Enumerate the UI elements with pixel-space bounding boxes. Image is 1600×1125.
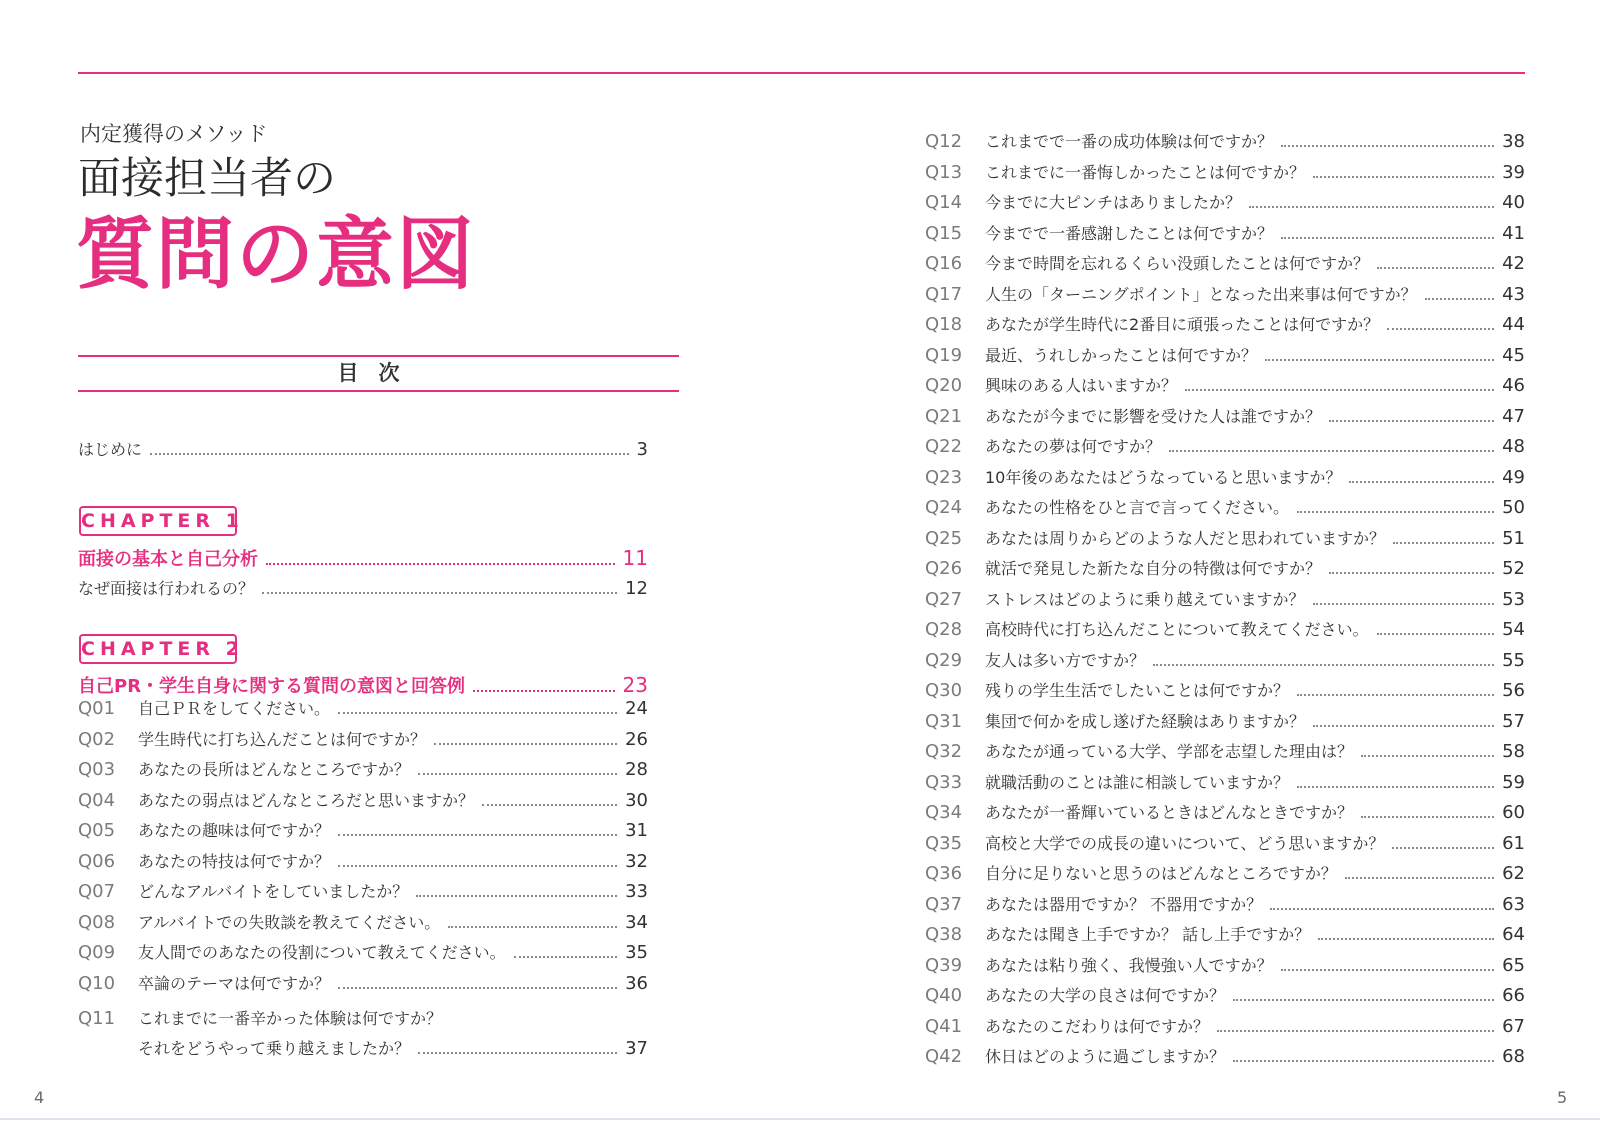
question-number: Q08 — [78, 911, 116, 933]
toc-entry-page: 44 — [1502, 314, 1525, 335]
toc-entry-q24[interactable] — [925, 495, 1525, 518]
dot-leader — [1297, 786, 1494, 788]
dot-leader — [1345, 877, 1494, 879]
toc-entry-q11-line2[interactable] — [78, 1036, 648, 1059]
toc-entry-page: 43 — [1502, 283, 1525, 305]
dot-leader — [150, 453, 629, 455]
toc-entry-label: あなたの性格をひと言で言ってください。 — [985, 498, 1290, 517]
dot-leader — [1377, 633, 1494, 635]
toc-entry-q12[interactable] — [925, 129, 1525, 152]
toc-entry-label: 就職活動のことは誰に相談していますか？ — [985, 772, 1290, 792]
chapter-1-title-entry[interactable] — [78, 545, 648, 571]
toc-entry-q22[interactable] — [925, 434, 1525, 457]
dot-leader — [1392, 847, 1494, 849]
dot-leader — [1361, 755, 1494, 757]
toc-entry-q42[interactable] — [925, 1044, 1525, 1067]
toc-entry-page: 33 — [625, 881, 648, 902]
toc-entry-q37[interactable] — [925, 892, 1525, 915]
dot-leader — [1297, 511, 1494, 513]
dot-leader — [482, 804, 617, 806]
question-number: Q17 — [925, 283, 963, 305]
toc-entry-page: 65 — [1502, 954, 1525, 976]
toc-entry-label: アルバイトでの失敗談を教えてください。 — [138, 912, 441, 932]
toc-entry-q08[interactable] — [78, 910, 648, 933]
toc-entry-label: 今までで一番感謝したことは何ですか？ — [985, 223, 1274, 243]
toc-entry-page: 59 — [1502, 771, 1525, 793]
toc-entry-q25[interactable] — [925, 526, 1525, 549]
toc-entry-page: 3 — [636, 439, 648, 460]
toc-entry-q34[interactable] — [925, 800, 1525, 823]
question-number: Q26 — [925, 558, 963, 579]
dot-leader — [1387, 328, 1494, 330]
dot-leader — [1329, 572, 1494, 574]
toc-entry-q23[interactable] — [925, 465, 1525, 488]
chapter-page: 11 — [622, 546, 648, 570]
question-number: Q28 — [925, 619, 963, 640]
toc-entry-page: 45 — [1502, 344, 1525, 366]
question-number: Q16 — [925, 253, 963, 274]
toc-entry-q33[interactable] — [925, 770, 1525, 793]
toc-entry-q21[interactable] — [925, 404, 1525, 427]
dot-leader — [262, 592, 617, 594]
toc-entry-page: 32 — [625, 850, 648, 872]
toc-entry-label: これまでに一番辛かった体験は何ですか？ — [138, 1009, 443, 1028]
question-number: Q38 — [925, 924, 963, 945]
toc-entry-page: 52 — [1502, 558, 1525, 579]
book-title-line1: 面接担当者の — [78, 154, 336, 204]
toc-entry-q40[interactable] — [925, 983, 1525, 1006]
toc-entry-label: 学生時代に打ち込んだことは何ですか？ — [138, 729, 427, 749]
toc-entry-page: 40 — [1502, 192, 1525, 213]
page-bottom-edge — [0, 1118, 1600, 1120]
dot-leader — [338, 865, 617, 867]
toc-heading: 目次 — [78, 355, 679, 392]
question-number: Q31 — [925, 710, 963, 732]
toc-entry-page: 62 — [1502, 863, 1525, 884]
dot-leader — [1329, 420, 1494, 422]
toc-entry-q39[interactable] — [925, 953, 1525, 976]
toc-entry-page: 34 — [625, 911, 648, 933]
toc-entry-q09[interactable] — [78, 940, 648, 963]
question-number: Q29 — [925, 649, 963, 671]
question-number: Q18 — [925, 314, 963, 335]
dot-leader — [416, 895, 617, 897]
toc-entry-page: 67 — [1502, 1015, 1525, 1037]
toc-entry-q02[interactable] — [78, 727, 648, 750]
chapter-1-badge — [79, 506, 244, 536]
dot-leader — [473, 690, 614, 692]
question-number: Q13 — [925, 161, 963, 183]
toc-entry-q16[interactable] — [925, 251, 1525, 274]
question-number: Q02 — [78, 728, 116, 750]
dot-leader — [338, 712, 617, 714]
toc-entry-q14[interactable] — [925, 190, 1525, 213]
toc-entry-page: 47 — [1502, 405, 1525, 427]
question-number: Q24 — [925, 497, 963, 518]
toc-entry-q10[interactable] — [78, 971, 648, 994]
dot-leader — [1281, 145, 1494, 147]
toc-entry-page: 37 — [625, 1038, 648, 1059]
toc-entry-label: 集団で何かを成し遂げた経験はありますか？ — [985, 711, 1306, 731]
dot-leader — [418, 773, 617, 775]
chapter-title: 面接の基本と自己分析 — [78, 549, 258, 570]
toc-entry-label: あなたの大学の良さは何ですか？ — [985, 986, 1226, 1005]
page-number-right: 5 — [1557, 1088, 1568, 1107]
question-number: Q07 — [78, 881, 116, 902]
toc-entry-page: 38 — [1502, 131, 1525, 152]
question-number: Q41 — [925, 1015, 963, 1037]
toc-entry-label: はじめに — [78, 440, 143, 459]
chapter-2-badge — [79, 634, 244, 664]
toc-entry-label: あなたの弱点はどんなところだと思いますか？ — [138, 790, 475, 810]
toc-entry-label: あなたは粘り強く、我慢強い人ですか？ — [985, 955, 1273, 975]
toc-entry-label: 自分に足りないと思うのはどんなところですか？ — [985, 864, 1337, 883]
question-number: Q27 — [925, 588, 963, 610]
toc-entry-label: 人生の「ターニングポイント」となった出来事は何ですか？ — [985, 284, 1417, 304]
question-number: Q14 — [925, 192, 963, 213]
toc-entry-label: あなたの夢は何ですか？ — [985, 437, 1162, 456]
question-number: Q11 — [78, 1008, 116, 1029]
dot-leader — [1233, 999, 1494, 1001]
question-number: Q06 — [78, 850, 116, 872]
toc-entry-page: 61 — [1502, 832, 1525, 854]
dot-leader — [1393, 542, 1494, 544]
question-number: Q32 — [925, 741, 963, 762]
chapter-badge-word: CHAPTER — [81, 638, 216, 660]
question-number: Q15 — [925, 222, 963, 244]
toc-entry-label: 興味のある人はいますか？ — [985, 376, 1178, 395]
dot-leader — [266, 563, 615, 565]
toc-entry-q32[interactable] — [925, 739, 1525, 762]
toc-entry-label: これまでに一番悔しかったことは何ですか？ — [985, 162, 1306, 182]
dot-leader — [514, 956, 617, 958]
dot-leader — [1185, 389, 1494, 391]
question-number: Q40 — [925, 985, 963, 1006]
toc-entry-label: 今まで時間を忘れるくらい没頭したことは何ですか？ — [985, 254, 1370, 273]
toc-entry-label: それをどうやって乗り越えましたか？ — [138, 1039, 411, 1058]
dot-leader — [1281, 237, 1494, 239]
toc-entry-q28[interactable] — [925, 617, 1525, 640]
toc-entry-intro[interactable] — [78, 437, 648, 460]
dot-leader — [1297, 694, 1494, 696]
page-number-left: 4 — [34, 1088, 45, 1107]
toc-entry-page: 24 — [625, 698, 648, 719]
toc-entry-q17[interactable] — [925, 282, 1525, 305]
question-number: Q04 — [78, 789, 116, 811]
dot-leader — [1270, 908, 1494, 910]
dot-leader — [448, 926, 617, 928]
toc-entry-q26[interactable] — [925, 556, 1525, 579]
toc-entry-label: あなたの長所はどんなところですか？ — [138, 760, 410, 779]
toc-entry-q11-line1[interactable] — [78, 1006, 648, 1029]
toc-entry-q15[interactable] — [925, 221, 1525, 244]
toc-entry-page: 66 — [1502, 985, 1525, 1006]
toc-entry-q06[interactable] — [78, 849, 648, 872]
toc-entry-label: これまでで一番の成功体験は何ですか？ — [985, 132, 1274, 151]
dot-leader — [1377, 267, 1494, 269]
chapter-page: 23 — [622, 673, 648, 697]
toc-entry-label: あなたのこだわりは何ですか？ — [985, 1016, 1210, 1036]
dot-leader — [1169, 450, 1494, 452]
dot-leader — [1265, 359, 1494, 361]
toc-entry-page: 60 — [1502, 802, 1525, 823]
question-number: Q37 — [925, 893, 963, 915]
toc-entry-label: あなたが今までに影響を受けた人は誰ですか？ — [985, 406, 1322, 426]
chapter-title: 自己PR・学生自身に関する質問の意図と回答例 — [78, 676, 466, 697]
dot-leader — [1313, 176, 1494, 178]
toc-entry-label: なぜ面接は行われるの？ — [78, 579, 255, 598]
toc-entry-label: 残りの学生生活でしたいことは何ですか？ — [985, 681, 1290, 700]
toc-entry-page: 63 — [1502, 893, 1525, 915]
toc-entry-page: 31 — [625, 820, 648, 841]
chapter-badge-number: 1 — [225, 510, 244, 532]
toc-entry-page: 49 — [1502, 466, 1525, 488]
toc-entry-q38[interactable] — [925, 922, 1525, 945]
toc-entry-page: 55 — [1502, 649, 1525, 671]
toc-entry-label: 高校時代に打ち込んだことについて教えてください。 — [985, 620, 1369, 639]
toc-entry-page: 57 — [1502, 710, 1525, 732]
toc-entry-label: あなたが通っている大学、学部を志望した理由は？ — [985, 742, 1354, 761]
dot-leader — [1313, 603, 1495, 605]
question-number: Q30 — [925, 680, 963, 701]
question-number: Q03 — [78, 759, 116, 780]
toc-entry-label: 自己ＰＲをしてください。 — [138, 699, 331, 718]
toc-entry-q31[interactable] — [925, 709, 1525, 732]
toc-entry-page: 68 — [1502, 1046, 1525, 1067]
question-number: Q01 — [78, 698, 116, 719]
toc-entry-label: 就活で発見した新たな自分の特徴は何ですか？ — [985, 559, 1322, 578]
toc-entry-q13[interactable] — [925, 160, 1525, 183]
dot-leader — [434, 743, 617, 745]
dot-leader — [1361, 816, 1494, 818]
toc-entry-page: 26 — [625, 728, 648, 750]
toc-entry-q36[interactable] — [925, 861, 1525, 884]
book-subtitle: 内定獲得のメソッド — [80, 122, 268, 146]
toc-entry-q41[interactable] — [925, 1014, 1525, 1037]
question-number: Q33 — [925, 771, 963, 793]
question-number: Q05 — [78, 820, 116, 841]
toc-entry-q30[interactable] — [925, 678, 1525, 701]
toc-entry-label: 友人は多い方ですか？ — [985, 650, 1146, 670]
toc-entry-page: 46 — [1502, 375, 1525, 396]
toc-entry-page: 41 — [1502, 222, 1525, 244]
chapter-badge-word: CHAPTER — [81, 510, 216, 532]
toc-entry-q03[interactable] — [78, 757, 648, 780]
toc-entry-label: あなたは器用ですか？ 不器用ですか？ — [985, 894, 1263, 914]
toc-entry-q05[interactable] — [78, 818, 648, 841]
toc-entry-label: どんなアルバイトをしていましたか？ — [138, 882, 409, 901]
toc-entry-q04[interactable] — [78, 788, 648, 811]
toc-entry-label: 卒論のテーマは何ですか？ — [138, 973, 331, 993]
dot-leader — [1313, 725, 1494, 727]
top-rule — [78, 72, 1525, 74]
dot-leader — [1249, 206, 1494, 208]
toc-entry-label: 友人間でのあなたの役割について教えてください。 — [138, 943, 506, 962]
toc-entry-page: 28 — [625, 759, 648, 780]
toc-entry-page: 12 — [625, 578, 648, 599]
toc-entry-label: あなたの特技は何ですか？ — [138, 851, 331, 871]
toc-entry-label: ストレスはどのように乗り越えていますか？ — [985, 589, 1305, 609]
toc-entry-label: 休日はどのように過ごしますか？ — [985, 1047, 1226, 1066]
dot-leader — [1217, 1030, 1494, 1032]
toc-entry-page: 30 — [625, 789, 648, 811]
toc-entry-page: 51 — [1502, 527, 1525, 549]
chapter-badge-number: 2 — [225, 638, 244, 660]
question-number: Q09 — [78, 942, 116, 963]
toc-entry-label: あなたが一番輝いているときはどんなときですか？ — [985, 803, 1354, 822]
toc-entry-page: 42 — [1502, 253, 1525, 274]
question-number: Q12 — [925, 131, 963, 152]
toc-entry-label: あなたは聞き上手ですか？ 話し上手ですか？ — [985, 925, 1311, 944]
question-number: Q39 — [925, 954, 963, 976]
toc-entry-page: 56 — [1502, 680, 1525, 701]
toc-entry-q18[interactable] — [925, 312, 1525, 335]
dot-leader — [1233, 1060, 1494, 1062]
toc-entry-q01[interactable] — [78, 696, 648, 719]
toc-entry-page: 58 — [1502, 741, 1525, 762]
question-number: Q25 — [925, 527, 963, 549]
toc-entry-page: 48 — [1502, 436, 1525, 457]
toc-entry-why-interview[interactable] — [78, 576, 648, 599]
toc-entry-q29[interactable] — [925, 648, 1525, 671]
toc-entry-label: あなたは周りからどのような人だと思われていますか？ — [985, 528, 1386, 548]
question-number: Q19 — [925, 344, 963, 366]
toc-entry-page: 39 — [1502, 161, 1525, 183]
toc-entry-q27[interactable] — [925, 587, 1525, 610]
dot-leader — [1153, 664, 1494, 666]
dot-leader — [418, 1052, 617, 1054]
toc-entry-q35[interactable] — [925, 831, 1525, 854]
book-title-line2: 質問の意図 — [76, 210, 477, 300]
question-number: Q36 — [925, 863, 963, 884]
toc-entry-label: 高校と大学での成長の違いについて、どう思いますか？ — [985, 833, 1385, 853]
question-number: Q20 — [925, 375, 963, 396]
toc-entry-q07[interactable] — [78, 879, 648, 902]
dot-leader — [338, 987, 617, 989]
dot-leader — [1281, 969, 1494, 971]
toc-entry-label: 10年後のあなたはどうなっていると思いますか？ — [985, 467, 1342, 487]
toc-entry-label: あなたが学生時代に2番目に頑張ったことは何ですか？ — [985, 315, 1380, 334]
toc-entry-label: あなたの趣味は何ですか？ — [138, 821, 331, 840]
toc-entry-page: 53 — [1502, 588, 1525, 610]
question-number: Q10 — [78, 972, 116, 994]
dot-leader — [1318, 938, 1494, 940]
toc-entry-page: 54 — [1502, 619, 1525, 640]
toc-entry-page: 50 — [1502, 497, 1525, 518]
chapter-2-title-entry[interactable] — [78, 672, 648, 698]
toc-entry-page: 36 — [625, 972, 648, 994]
question-number: Q23 — [925, 466, 963, 488]
dot-leader — [338, 834, 617, 836]
dot-leader — [1349, 481, 1494, 483]
toc-entry-q19[interactable] — [925, 343, 1525, 366]
toc-entry-q20[interactable] — [925, 373, 1525, 396]
question-number: Q35 — [925, 832, 963, 854]
toc-entry-label: 最近、うれしかったことは何ですか？ — [985, 345, 1258, 365]
question-number: Q21 — [925, 405, 963, 427]
question-number: Q42 — [925, 1046, 963, 1067]
question-number: Q34 — [925, 802, 963, 823]
dot-leader — [1425, 298, 1494, 300]
toc-entry-label: 今までに大ピンチはありましたか？ — [985, 193, 1242, 212]
toc-entry-page: 35 — [625, 942, 648, 963]
toc-entry-page: 64 — [1502, 924, 1525, 945]
question-number: Q22 — [925, 436, 963, 457]
